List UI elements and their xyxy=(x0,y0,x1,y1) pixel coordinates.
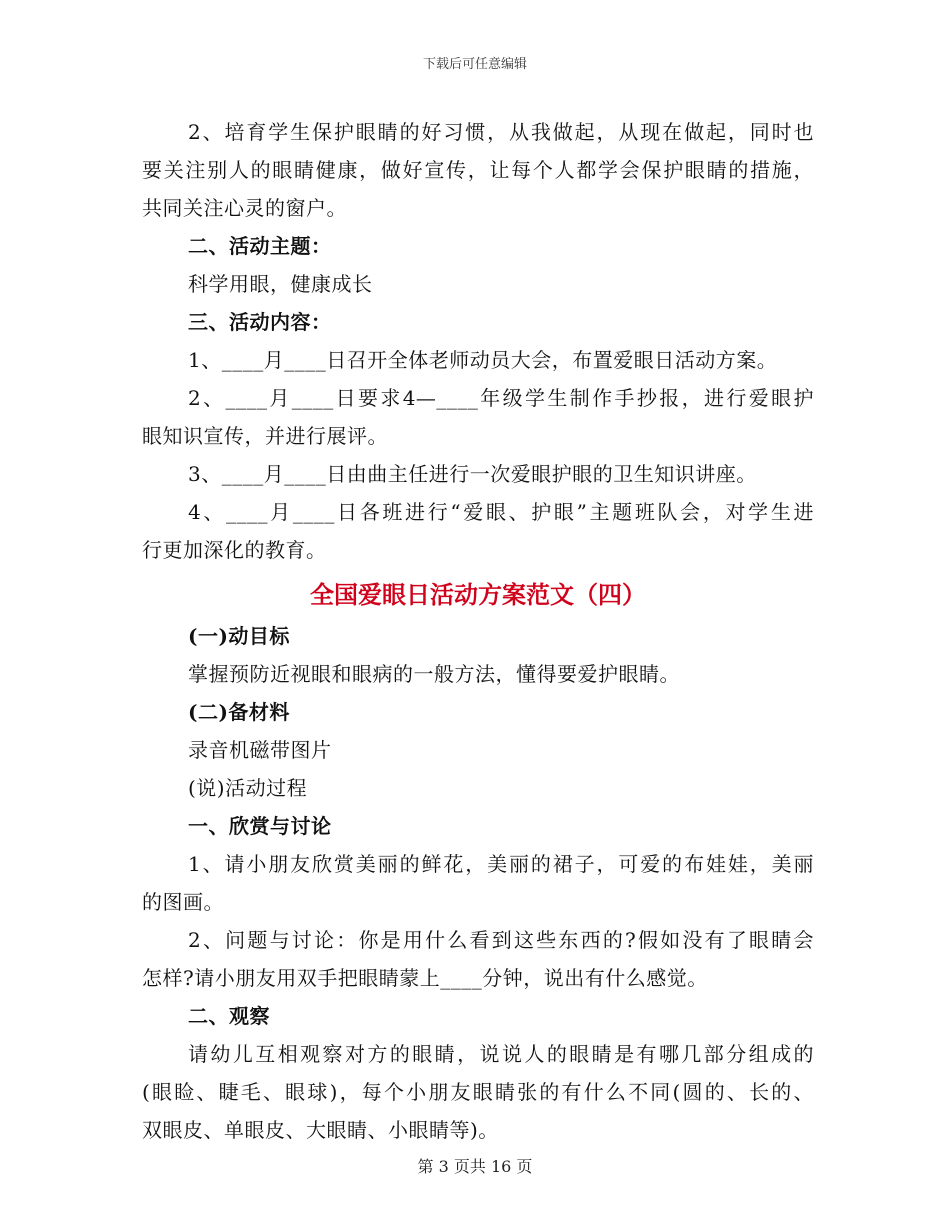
section-heading: 一、欣赏与讨论 xyxy=(188,814,332,838)
paragraph-line: 4、____月____日各班进行“爱眼、护眼”主题班队会，对学生进 xyxy=(188,500,814,524)
paragraph-line: 1、____月____日召开全体老师动员大会，布置爱眼日活动方案。 xyxy=(188,348,778,372)
document-body xyxy=(142,113,814,1149)
paragraph-line: 要关注别人的眼睛健康，做好宣传，让每个人都学会保护眼睛的措施， xyxy=(142,158,814,182)
page-header: 下载后可任意编辑 xyxy=(422,57,527,72)
paragraph-line: (说)活动过程 xyxy=(188,776,308,800)
paragraph-line: 2、问题与讨论：你是用什么看到这些东西的?假如没有了眼睛会 xyxy=(188,928,814,952)
activity-content-block xyxy=(142,113,814,569)
paragraph-line: 行更加深化的教育。 xyxy=(142,538,327,562)
paragraph-line: 眼知识宣传，并进行展评。 xyxy=(142,424,388,448)
paragraph-line: 2、____月____日要求4—____年级学生制作手抄报，进行爱眼护 xyxy=(188,386,814,410)
paragraph-line: 3、____月____日由曲主任进行一次爱眼护眼的卫生知识讲座。 xyxy=(188,462,757,486)
paragraph-line: 录音机磁带图片 xyxy=(188,738,332,762)
paragraph-line: (眼睑、睫毛、眼球)，每个小朋友眼睛张的有什么不同(圆的、长的、 xyxy=(142,1080,814,1104)
page-footer: 第 3 页共 16 页 xyxy=(417,1157,533,1176)
section-heading: (二)备材料 xyxy=(188,700,290,724)
paragraph-line: 的图画。 xyxy=(142,890,224,914)
paragraph-line: 双眼皮、单眼皮、大眼睛、小眼睛等)。 xyxy=(142,1118,499,1142)
section-heading: 三、活动内容： xyxy=(188,310,332,334)
paragraph-line: 共同关注心灵的窗户。 xyxy=(142,196,347,220)
paragraph-line: 请幼儿互相观察对方的眼睛，说说人的眼睛是有哪几部分组成的 xyxy=(188,1042,814,1066)
section-heading: 二、活动主题： xyxy=(188,234,332,258)
plan-four-block xyxy=(142,617,814,1149)
paragraph-line: 掌握预防近视眼和眼病的一般方法，懂得要爱护眼睛。 xyxy=(188,662,680,686)
section-title: 全国爱眼日活动方案范文（四） xyxy=(310,581,646,609)
paragraph-line: 1、请小朋友欣赏美丽的鲜花，美丽的裙子，可爱的布娃娃，美丽 xyxy=(188,852,814,876)
paragraph-line: 2、培育学生保护眼睛的好习惯，从我做起，从现在做起，同时也 xyxy=(188,120,814,144)
paragraph-line: 怎样?请小朋友用双手把眼睛蒙上____分钟，说出有什么感觉。 xyxy=(142,966,708,990)
section-heading: 二、观察 xyxy=(188,1004,270,1028)
paragraph-line: 科学用眼，健康成长 xyxy=(188,272,373,296)
section-heading: (一)动目标 xyxy=(188,624,290,648)
